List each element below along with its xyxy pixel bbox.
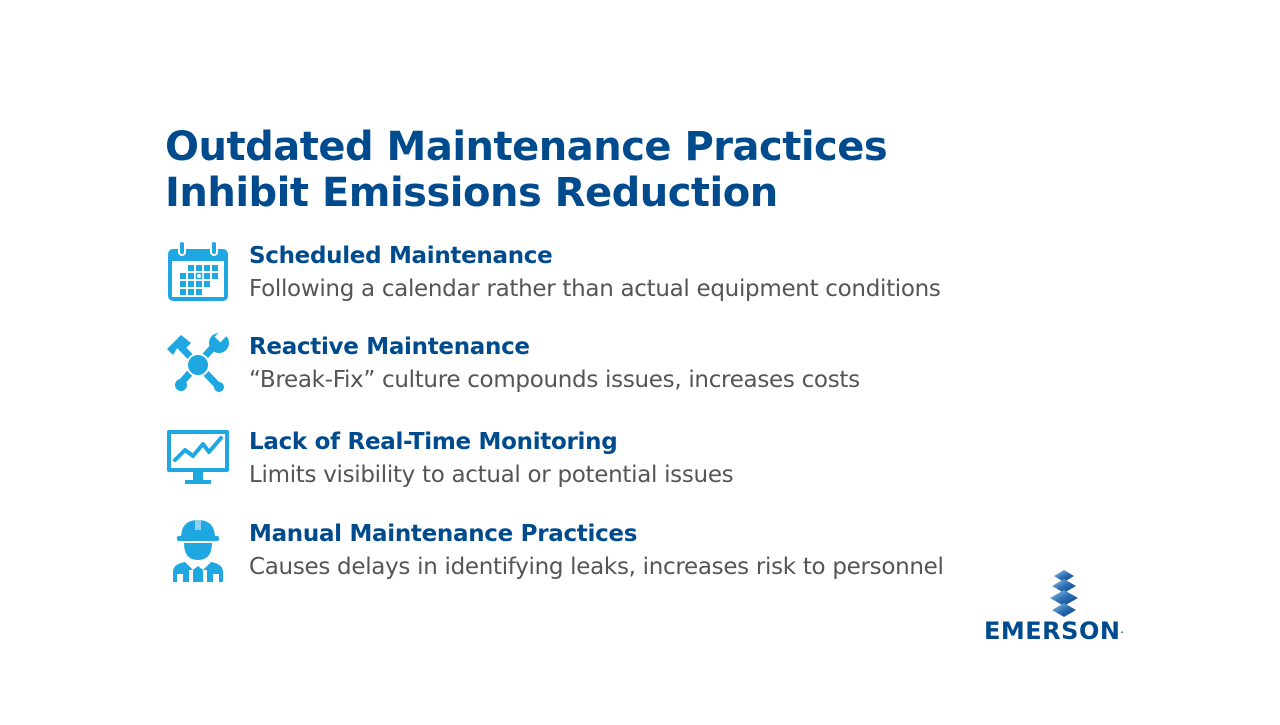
item-description: Causes delays in identifying leaks, increases risk to personnel bbox=[249, 554, 944, 580]
trademark-mark: . bbox=[1120, 626, 1124, 635]
emerson-wordmark bbox=[984, 616, 1123, 646]
item-heading: Scheduled Maintenance bbox=[249, 243, 553, 269]
item-description: Limits visibility to actual or potential issues bbox=[249, 462, 734, 488]
item-heading: Manual Maintenance Practices bbox=[249, 521, 638, 547]
page-title-line-2: Inhibit Emissions Reduction bbox=[165, 170, 778, 216]
emerson-logo-mark-icon bbox=[1046, 570, 1082, 620]
hammer-wrench-icon bbox=[165, 331, 231, 397]
worker-icon bbox=[165, 518, 231, 584]
emerson-wordmark-text: EMERSON bbox=[984, 617, 1121, 645]
item-description: Following a calendar rather than actual equipment conditions bbox=[249, 276, 941, 302]
list-item-reactive-maintenance bbox=[165, 331, 1065, 401]
monitor-chart-icon bbox=[165, 426, 231, 492]
list-item-manual-maintenance bbox=[165, 518, 1065, 588]
page-title-line-1: Outdated Maintenance Practices bbox=[165, 124, 888, 170]
list-item-real-time-monitoring bbox=[165, 426, 1065, 496]
item-description: “Break-Fix” culture compounds issues, increases costs bbox=[249, 367, 860, 393]
item-heading: Reactive Maintenance bbox=[249, 334, 530, 360]
page-title bbox=[165, 124, 1065, 216]
item-heading: Lack of Real-Time Monitoring bbox=[249, 429, 618, 455]
list-item-scheduled-maintenance bbox=[165, 240, 1065, 310]
emerson-logo bbox=[984, 570, 1154, 650]
calendar-icon bbox=[165, 240, 231, 306]
